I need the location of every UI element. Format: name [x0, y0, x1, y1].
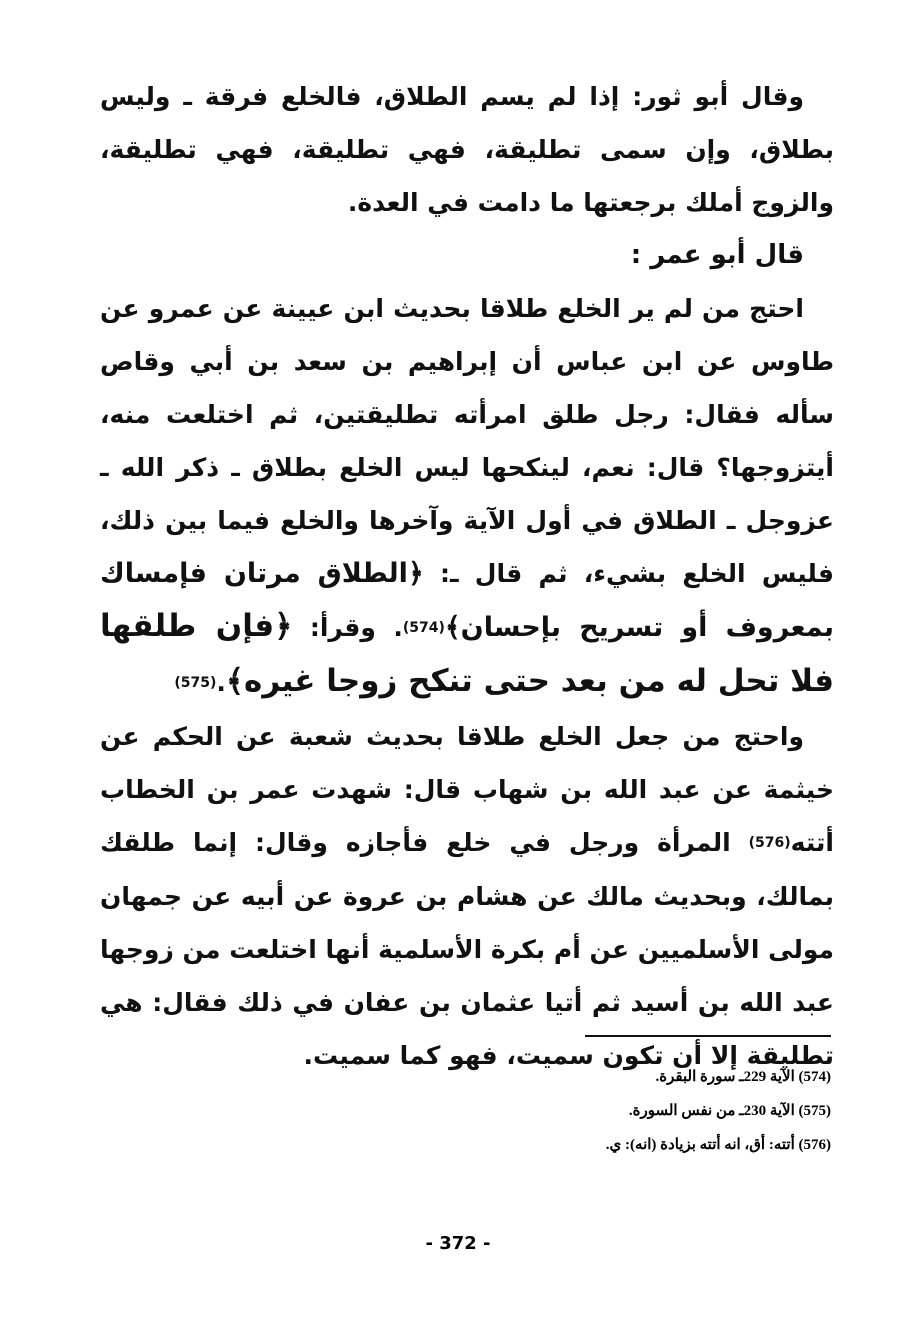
paragraph-text: . وقرأ:	[309, 613, 403, 642]
footnote-575: (575) الآية 230ـ من نفس السورة.	[628, 1103, 831, 1119]
paragraph-text: .	[216, 668, 226, 697]
footnotes	[131, 1060, 831, 1162]
section-heading: قال أبو عمر :	[630, 240, 804, 270]
paragraph-first-argument	[100, 282, 834, 710]
footnote-576: (576) أتته: أق، انه أتته بزيادة (انه): ي.	[605, 1137, 831, 1153]
footnote-574: (574) الآية 229ـ سورة البقرة.	[655, 1069, 831, 1085]
footnote-ref-574: (574)	[402, 620, 445, 636]
quran-verse-2: ﴿فإن طلقها فلا تحل له من بعد حتى تنكح زوجا غيره﴾	[100, 608, 834, 699]
paragraph-second-argument	[100, 710, 834, 1082]
paragraph-text: واحتج من جعل الخلع طلاقا بحديث شعبة عن الحكم عن خيثمة عن عبد الله بن شهاب قال: شهدت عمر بن الخطاب أتته	[100, 722, 834, 857]
footnote-ref-576: (576)	[748, 835, 791, 851]
page-number: - 372 -	[425, 1233, 491, 1254]
paragraph-text: احتج من لم ير الخلع طلاقا بحديث ابن عيينة عن عمرو عن طاوس عن ابن عباس أن إبراهيم بن سعد بن أبي وقاص سأله فقال: رجل طلق امرأته تطليقتين، ثم اختلعت منه، أيتزوجها؟ قال: نعم، لينكحها ليس الخلع بطلاق ـ ذكر الله ـ عزوجل ـ الطلاق في أول الآية وآخرها والخلع فيما بين ذلك، فليس الخلع بشيء، ثم قال ـ:	[100, 294, 834, 588]
paragraph-abu-thawr: وقال أبو ثور: إذا لم يسم الطلاق، فالخلع فرقة ـ وليس بطلاق، وإن سمى تطليقة، فهي تطليقة، فهي تطليقة، والزوج أملك برجعتها ما دامت في العدة.	[100, 82, 834, 217]
footnote-divider	[585, 1035, 831, 1037]
footnote-ref-575: (575)	[174, 675, 217, 691]
quran-verse-1: ﴿الطلاق مرتان فإمساك بمعروف أو تسريح بإحسان﴾	[100, 558, 834, 643]
paragraph-text: المرأة ورجل في خلع فأجازه وقال: إنما طلقك بمالك، وبحديث مالك عن هشام بن عروة عن أبيه عن جمهان مولى الأسلميين عن أم بكرة الأسلمية أنها اختلعت من زوجها عبد الله بن أسيد ثم أتيا عثمان بن عفان في ذلك فقال: هي تطليقة إلا أن تكون سميت، فهو كما سميت.	[100, 828, 834, 1070]
